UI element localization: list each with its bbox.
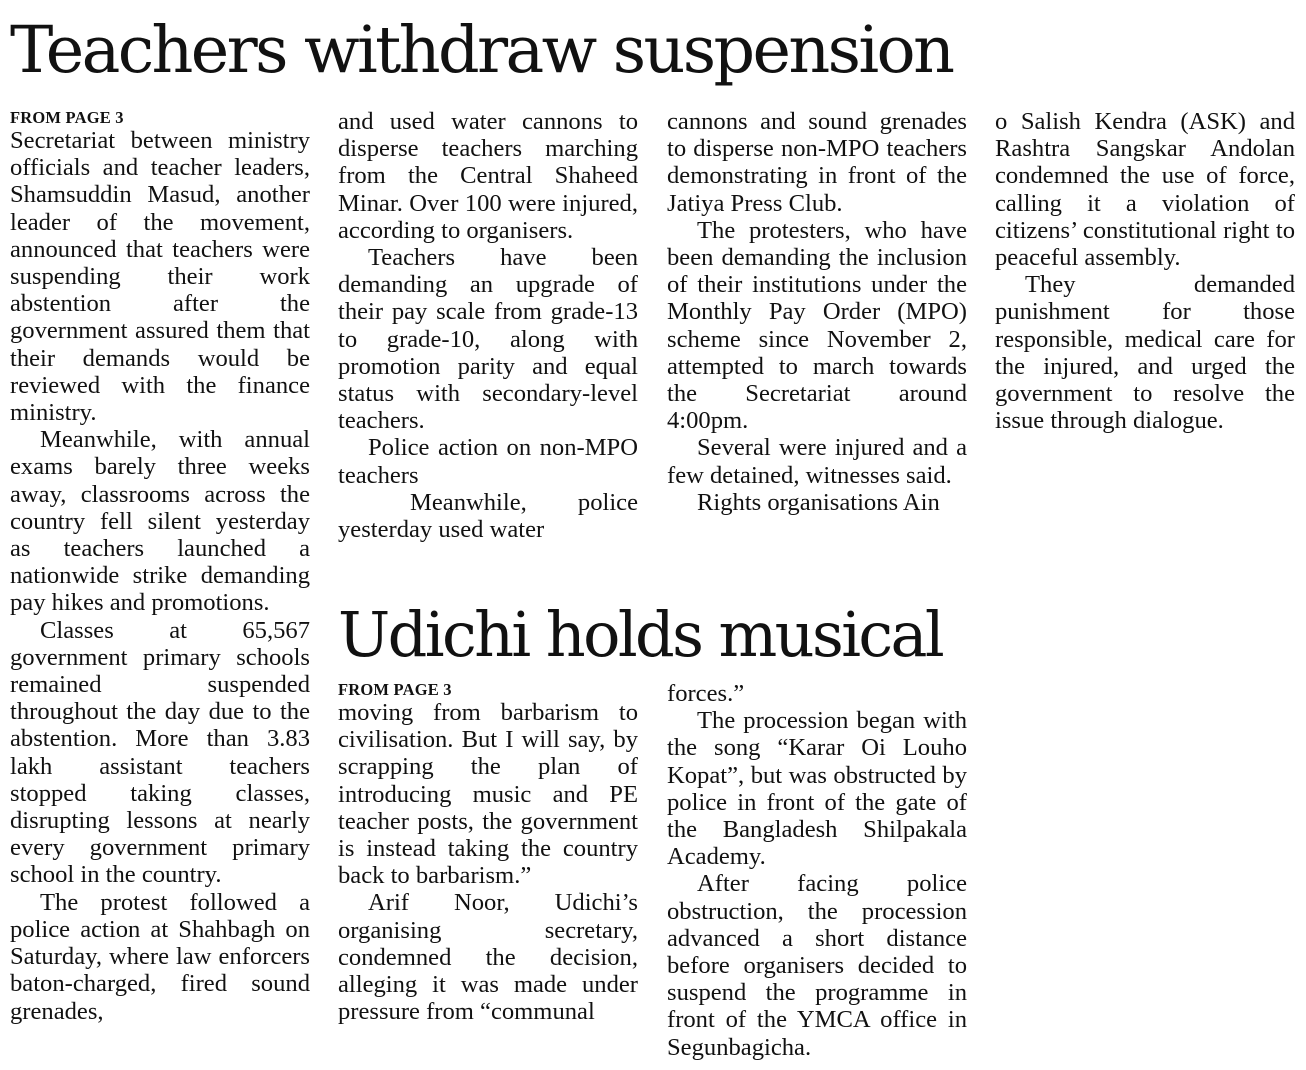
paragraph: The protesters, who have been demanding the inclusion of their institutions under the Monthly Pay Order (MPO) scheme since November 2, attempted to march towards the Secretariat around 4:00pm. — [667, 216, 967, 435]
paragraph: Classes at 65,567 government primary schools remained suspended throughout the day due to the abstention. More than 3.83 lakh assistant teachers stopped taking classes, disrupting lessons at nearly every government primary school in the country. — [10, 616, 310, 889]
paragraph: The procession began with the song “Karar Oi Louho Kopat”, but was obstructed by police in front of the gate of the Bangladesh Shilpakala Academy. — [667, 707, 967, 871]
story1-column-4 — [995, 108, 1295, 448]
story-headline-udichi: Udichi holds musical — [338, 598, 943, 671]
paragraph: moving from barbarism to civilisation. But I will say, by scrapping the plan of introducing music and PE teacher posts, the government is instead taking the country back to barbarism.” — [338, 699, 638, 890]
story1-column-2 — [338, 108, 638, 576]
subheading: Police action on non-MPO teachers — [338, 434, 638, 489]
paragraph: The protest followed a police action at Shahbagh on Saturday, where law enforcers baton-charged, fired sound grenades, — [10, 888, 310, 1025]
paragraph: forces.” — [667, 680, 745, 707]
story1-kicker: FROM PAGE 3 — [10, 108, 124, 127]
story2-column-1 — [338, 680, 638, 1050]
paragraph: and used water cannons to disperse teachers marching from the Central Shaheed Minar. Over 100 were injured, according to organisers. — [338, 108, 638, 244]
paragraph: Secretariat between ministry officials and teacher leaders, Shamsuddin Masud, another leader of the movement, announced that teachers were suspending their work abstention after the government assured them that their demands would be reviewed with the finance ministry. — [10, 127, 310, 427]
paragraph: Teachers have been demanding an upgrade of their pay scale from grade-13 to grade-10, along with promotion parity and equal status with secondary-level teachers. — [338, 244, 638, 435]
story1-column-3 — [667, 108, 967, 576]
story-headline-teachers: Teachers withdraw suspension — [10, 13, 953, 88]
paragraph: Rights organisations Ain — [697, 488, 940, 516]
paragraph: cannons and sound grenades to disperse non-MPO teachers demonstrating in front of the Jatiya Press Club. — [667, 108, 967, 217]
paragraph: After facing police obstruction, the procession advanced a short distance before organisers decided to suspend the programme in front of the YMCA office in Segunbagicha. — [667, 870, 967, 1060]
story1-column-1 — [10, 108, 310, 1058]
paragraph: Arif Noor, Udichi’s organising secretary, condemned the decision, alleging it was made under pressure from “communal — [338, 889, 638, 1026]
paragraph: o Salish Kendra (ASK) and Rashtra Sangskar Andolan condemned the use of force, calling it a violation of citizens’ constitutional right to peaceful assembly. — [995, 108, 1295, 272]
paragraph: Several were injured and a few detained, witnesses said. — [667, 434, 967, 489]
paragraph: Meanwhile, police yesterday used water — [338, 488, 638, 544]
story2-column-2 — [667, 680, 967, 1060]
paragraph: Meanwhile, with annual exams barely three weeks away, classrooms across the country fell silent yesterday as teachers launched a nationwide strike demanding pay hikes and promotions. — [10, 426, 310, 617]
paragraph: They demanded punishment for those responsible, medical care for the injured, and urged the government to resolve the issue through dialogue. — [995, 271, 1295, 435]
story2-kicker: FROM PAGE 3 — [338, 680, 452, 699]
